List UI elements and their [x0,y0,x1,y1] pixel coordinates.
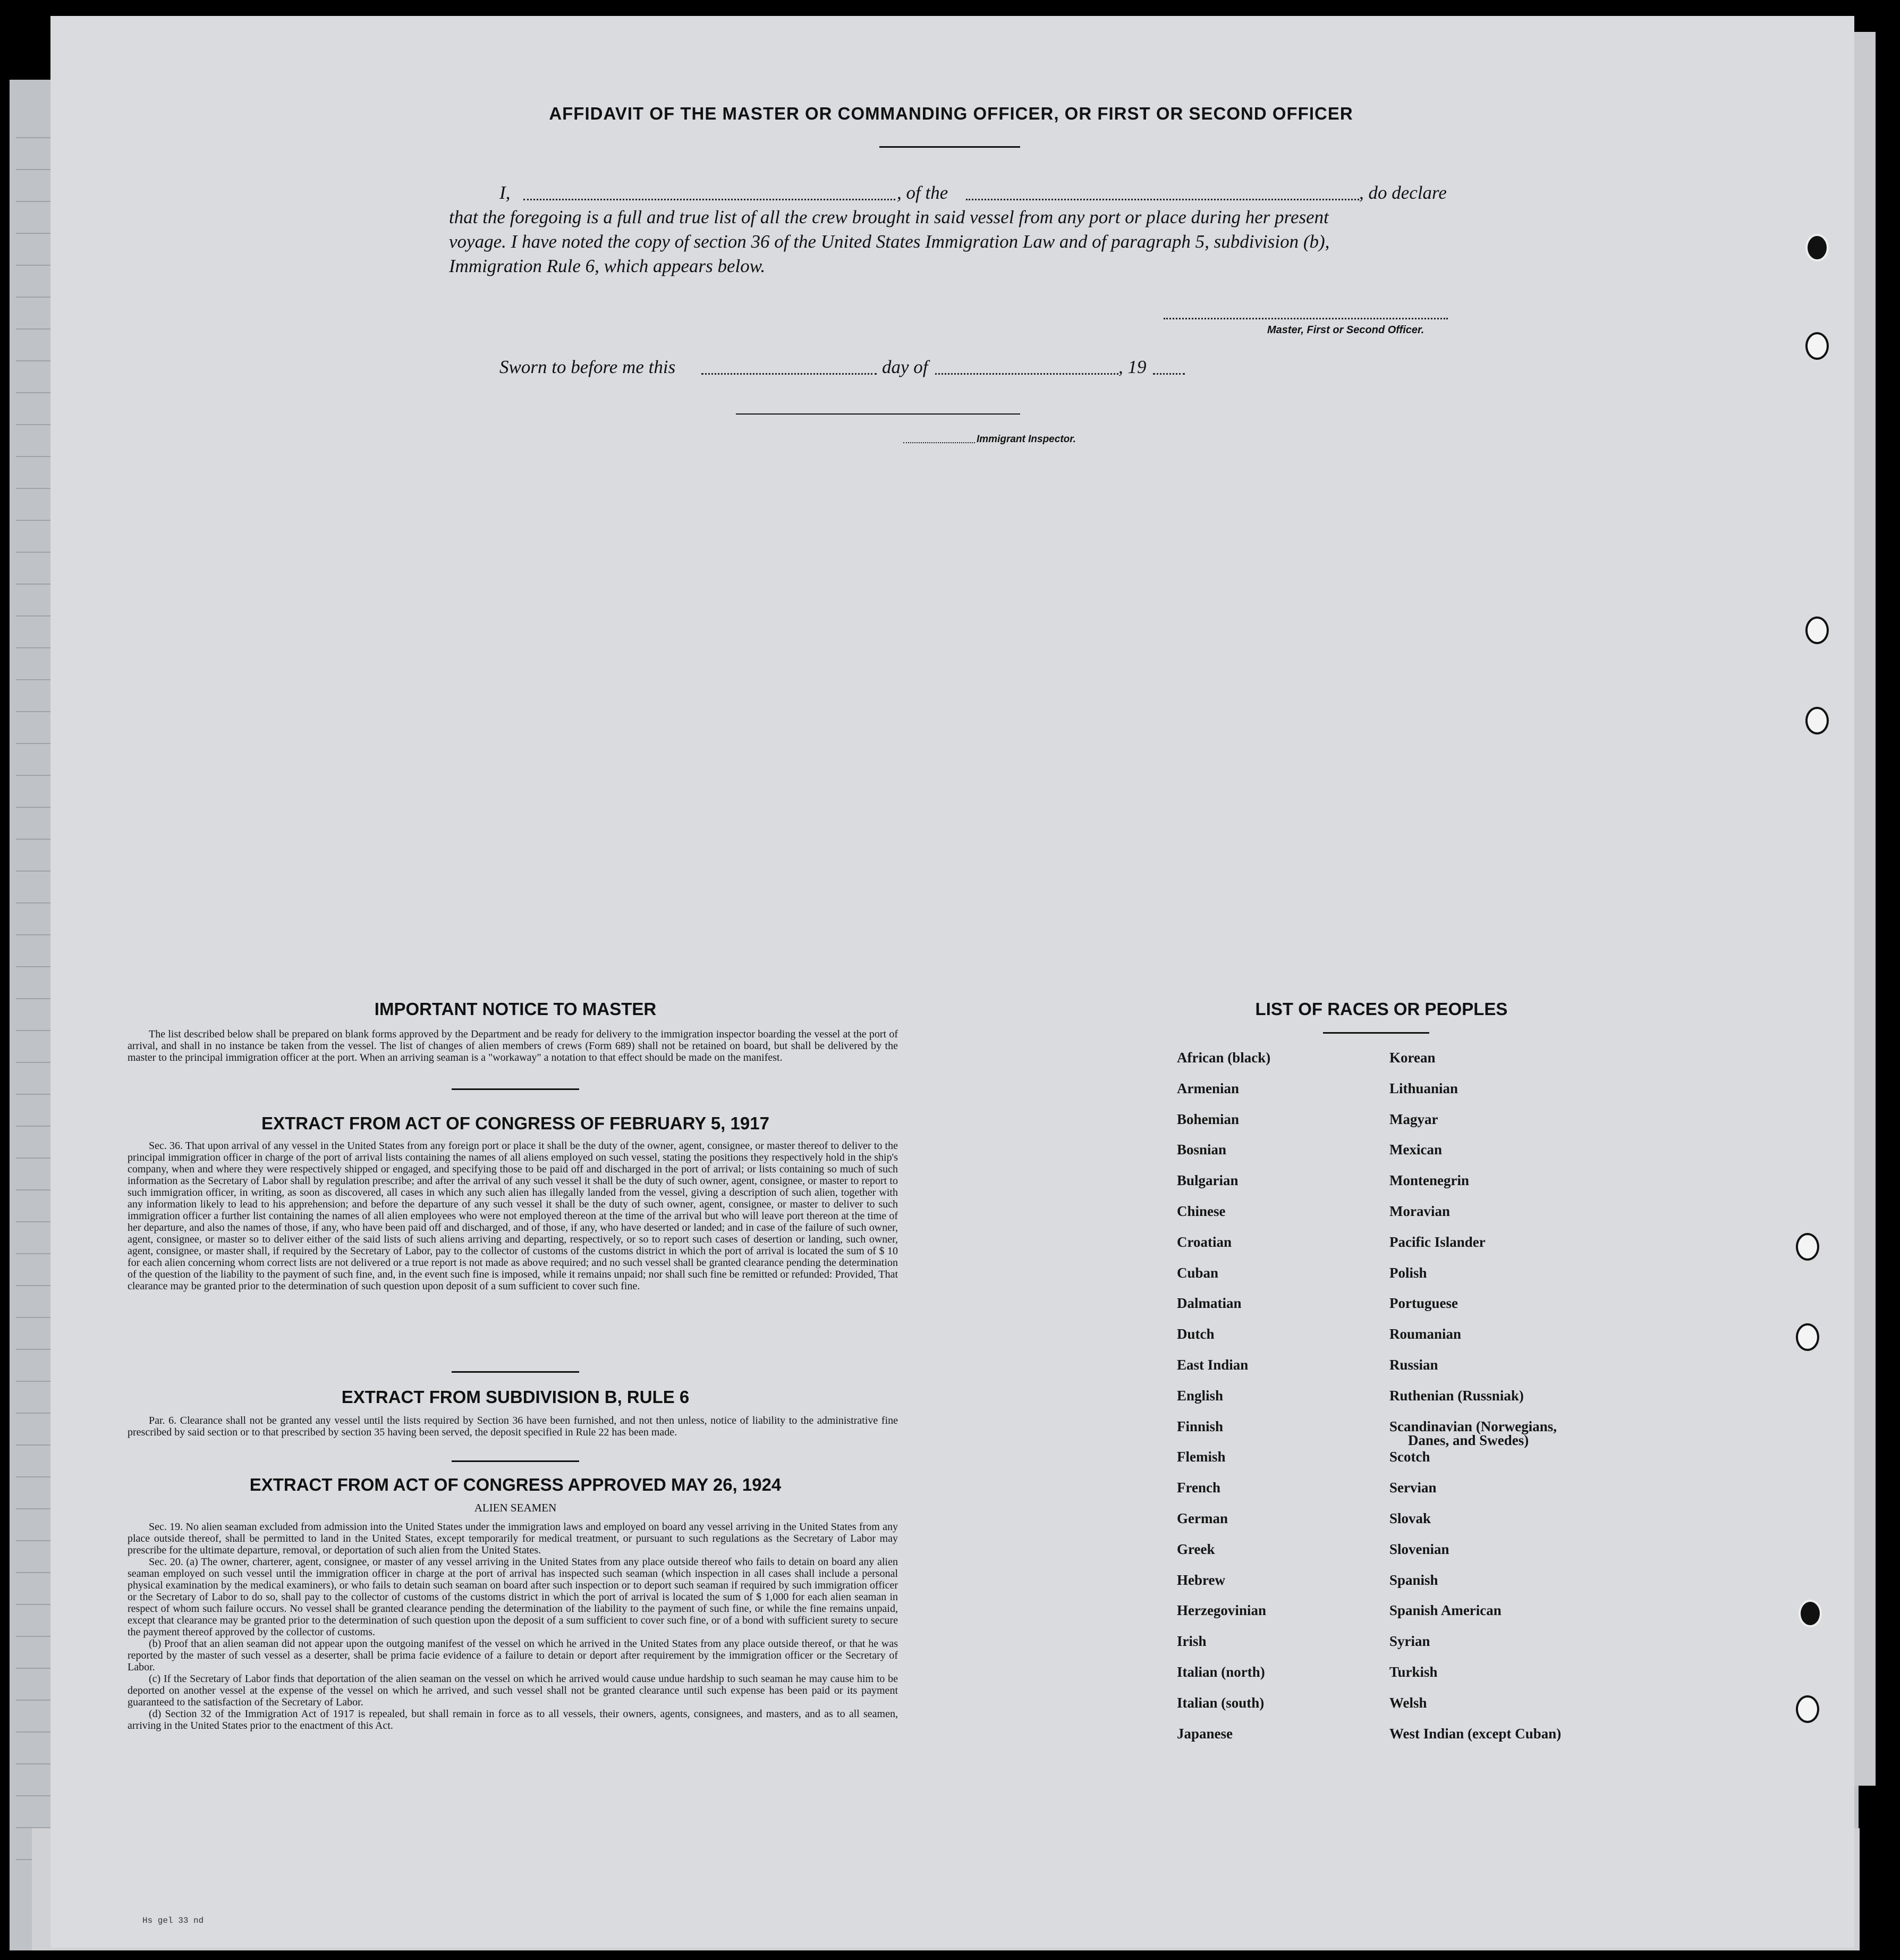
race-item: Irish [1177,1633,1207,1650]
binder-hole [1799,1600,1822,1627]
notice-text: The list described below shall be prepared on blank forms approved by the Department and be ready for delivery to the immigration inspector boarding the vessel at the port of arrival, and shall in no instance be taken from the vessel. The list of changes of alien members of crews (Form 689) shall not be retained on board, but shall be delivered by the master to the principal immigration officer at the port. When an arriving seaman is a "workaway" a notation to that effect should be made on the manifest. [128,1028,898,1063]
sec-20c-text: (c) If the Secretary of Labor finds that deportation of the alien seaman on the vessel on which he arrived would cause undue hardship to such seaman he may cause him to be deported on another vessel at the expense of the vessel on which he arrived, and such vessel shall not be granted clearance until such expense has been paid or its payment guaranteed to the satisfaction of the Secretary of Labor. [128,1673,898,1708]
race-item: Magyar [1389,1111,1438,1127]
race-item: Syrian [1389,1633,1430,1650]
sheet-right-edge [1854,32,1876,1786]
extract-1917-text: Sec. 36. That upon arrival of any vessel in the United States from any foreign port or place it shall be the duty of the owner, agent, consignee, or master thereof to deliver to the principal immigration officer in charge of the port of arrival lists containing the names of all aliens employed on such vessel, stating the positions they respectively hold in the ship's company, when and where they were respectively shipped or engaged, and specifying those to be paid off and discharged in the port of arrival; or lists containing so much of such information as the Secretary of Labor shall by regulation prescribe; and after the arrival of any such vessel it shall be the duty of such owner, agent, consignee, or master to report to such immigration officer, in writing, as soon as discovered, all cases in which any such alien has illegally landed from the vessel, giving a description of such alien, together with any information likely to lead to his apprehension; and before the departure of any such vessel it shall be the duty of such owner, agent, consignee, or master to deliver to such immigration officer a further list containing the names of all alien employees who were not employed thereon at the time of the arrival but who will leave port thereon at the time of her departure, and also the names of those, if any, who have been paid off and discharged, and of those, if any, who have deserted or landed; and in case of the failure of such owner, agent, consignee, or master so to deliver either of the said lists of such aliens arriving and departing, respectively, or so to report such cases of desertion or landing, such owner, agent, consignee, or master shall, if required by the Secretary of Labor, pay to the collector of customs of the customs district in which the port of arrival is located the sum of $ 10 for each alien concerning whom correct lists are not delivered or a true report is not made as above required; and no such vessel shall be granted clearance pending the determination of the question of the liability to the payment of such fine, and, in the event such fine is imposed, while it remains unpaid; nor shall such fine be remitted or refunded: Provided, That clearance may be granted prior to the determination of such question upon deposit of a sum sufficient to cover such fine. [128,1140,898,1292]
inspector-dots [903,442,975,443]
race-item: East Indian [1177,1357,1249,1373]
extract-1924-body [128,1521,898,1731]
races-title: LIST OF RACES OR PEOPLES [1255,999,1508,1019]
race-item: Lithuanian [1389,1080,1458,1096]
race-item: Bosnian [1177,1142,1227,1158]
race-item: Spanish American [1389,1602,1502,1619]
inspector-signature-field[interactable] [736,413,1020,415]
race-item: Servian [1389,1480,1437,1496]
sworn-month-field[interactable] [935,373,1118,375]
races-divider [1323,1032,1429,1034]
declaration-line: voyage. I have noted the copy of section 36 of the United States Immigration Law and of paragraph 5, subdivision (b), [449,231,1330,252]
footer-stamp: Hs gel 33 nd [142,1916,204,1925]
race-item: Mexican [1389,1142,1442,1158]
race-item: Slovenian [1389,1541,1449,1557]
declaration-line: that the foregoing is a full and true list of all the crew brought in said vessel from any port or place during her present [449,207,1329,227]
sworn-day-field[interactable] [701,373,877,375]
declaration-do-declare: , do declare [1359,182,1447,203]
master-signature-field[interactable] [1164,318,1448,319]
sworn-year-prefix: , 19 [1118,357,1147,377]
binder-hole [1805,616,1829,644]
race-item: Montenegrin [1389,1172,1469,1189]
race-item: Italian (north) [1177,1664,1265,1680]
race-item: Bohemian [1177,1111,1240,1127]
race-item: Greek [1177,1541,1215,1557]
extract-1924-subtitle: ALIEN SEAMEN [474,1501,557,1514]
vessel-name-field[interactable] [966,199,1359,200]
sec-19-text: Sec. 19. No alien seaman excluded from admission into the United States under the immigration laws and employed on board any vessel arriving in the United States from any place outside thereof, shall be permitted to land in the United States, except temporarily for medical treatment, or pursuant to such regulations as the Secretary of Labor may prescribe for the ultimate departure, removal, or deportation of such alien from the United States. [128,1521,898,1556]
race-item: Turkish [1389,1664,1438,1680]
race-item-continuation: Danes, and Swedes) [1408,1432,1529,1448]
race-item: Pacific Islander [1389,1234,1486,1250]
extract-rule6-body [128,1415,898,1438]
race-item: Flemish [1177,1449,1226,1465]
race-item: African (black) [1177,1050,1271,1066]
inspector-label: Immigrant Inspector. [977,434,1076,445]
race-item: Spanish [1389,1572,1438,1588]
binder-hole [1805,707,1829,734]
section-divider [452,1371,579,1373]
section-divider [452,1460,579,1462]
binder-hole [1796,1233,1819,1261]
race-item: Italian (south) [1177,1694,1265,1711]
race-item: Moravian [1389,1203,1450,1219]
title-divider [879,146,1020,148]
race-item: Russian [1389,1357,1438,1373]
race-item: Scandinavian (Norwegians, [1389,1418,1557,1434]
master-signature-label: Master, First or Second Officer. [1267,324,1424,336]
sworn-prefix: Sworn to before me this [499,357,676,377]
race-item: Finnish [1177,1418,1224,1434]
race-item: Korean [1389,1050,1436,1066]
extract-1917-title: EXTRACT FROM ACT OF CONGRESS OF FEBRUARY 5, 1917 [261,1113,769,1133]
race-item: English [1177,1387,1224,1404]
extract-rule6-text: Par. 6. Clearance shall not be granted any vessel until the lists required by Section 36 have been furnished, and not then unless, notice of liability to the administrative fine prescribed by said section or to that prescribed by section 35 having been served, the deposit specified in Rule 22 has been made. [128,1415,898,1438]
extract-1917-body [128,1140,898,1292]
sworn-year-field[interactable] [1153,373,1185,375]
race-item: Bulgarian [1177,1172,1239,1189]
race-item: Chinese [1177,1203,1226,1219]
extract-rule6-title: EXTRACT FROM SUBDIVISION B, RULE 6 [341,1387,690,1407]
race-item: Dalmatian [1177,1295,1242,1312]
race-item: French [1177,1480,1220,1496]
declaration-of-the: , of the [897,182,948,203]
binder-hole [1805,332,1829,360]
officer-name-field[interactable] [523,199,895,200]
binder-hole [1796,1323,1819,1351]
race-item: Japanese [1177,1725,1233,1742]
extract-1924-title: EXTRACT FROM ACT OF CONGRESS APPROVED MAY 26, 1924 [249,1475,782,1494]
race-item: Welsh [1389,1694,1427,1711]
race-item: West Indian (except Cuban) [1389,1725,1562,1742]
sec-20b-text: (b) Proof that an alien seaman did not appear upon the outgoing manifest of the vessel on which he arrived in the United States from any place outside thereof, or that he was reported by the master of such vessel as a deserter, shall be prima facie evidence of a failure to detain or deport after requirement by the immigration officer or the Secretary of Labor. [128,1638,898,1673]
race-item: Slovak [1389,1510,1431,1526]
section-divider [452,1088,579,1090]
race-item: Portuguese [1389,1295,1458,1312]
affidavit-title: AFFIDAVIT OF THE MASTER OR COMMANDING OFFICER, OR FIRST OR SECOND OFFICER [549,104,1353,123]
race-item: Scotch [1389,1449,1430,1465]
race-item: Croatian [1177,1234,1232,1250]
race-item: Herzegovinian [1177,1602,1266,1619]
notice-body [128,1028,898,1063]
race-item: Armenian [1177,1080,1239,1096]
binder-hole [1796,1695,1819,1723]
declaration-i: I, [499,182,511,203]
race-item: Dutch [1177,1326,1215,1342]
race-item: Cuban [1177,1264,1219,1281]
race-item: Polish [1389,1264,1427,1281]
race-item: Hebrew [1177,1572,1225,1588]
race-item: Roumanian [1389,1326,1462,1342]
binder-hole [1805,234,1829,261]
sec-20a-text: Sec. 20. (a) The owner, charterer, agent, consignee, or master of any vessel arriving in the United States from any place outside thereof who fails to detain on board any alien seaman employed on such vessel until the immigration officer in charge at the port of arrival has inspected such seaman (which inspection in all cases shall include a personal physical examination by the medical examiners), or who fails to detain such seaman on board after such inspection or to deport such seaman if required by such immigration officer or the Secretary of Labor to do so, shall pay to the collector of customs of the customs district in which the port of arrival is located the sum of $ 1,000 for each alien seaman in respect of whom such failure occurs. No vessel shall be granted clearance pending the determination of the liability to the payment of such fine, or while the fine remains unpaid, except that clearance may be granted prior to the determination of such question upon the deposit of a sum sufficient to cover such fine, or of a bond with sufficient surety to secure the payment thereof approved by the collector of customs. [128,1556,898,1638]
race-item: German [1177,1510,1228,1526]
sec-20d-text: (d) Section 32 of the Immigration Act of 1917 is repealed, but shall remain in force as to all vessels, their owners, agents, consignees, and masters, and as to all seamen, arriving in the United States prior to the enactment of this Act. [128,1708,898,1731]
race-item: Ruthenian (Russniak) [1389,1387,1524,1404]
notice-title: IMPORTANT NOTICE TO MASTER [374,999,657,1019]
declaration-line: Immigration Rule 6, which appears below. [449,256,766,276]
sworn-day-of: day of [882,357,928,377]
